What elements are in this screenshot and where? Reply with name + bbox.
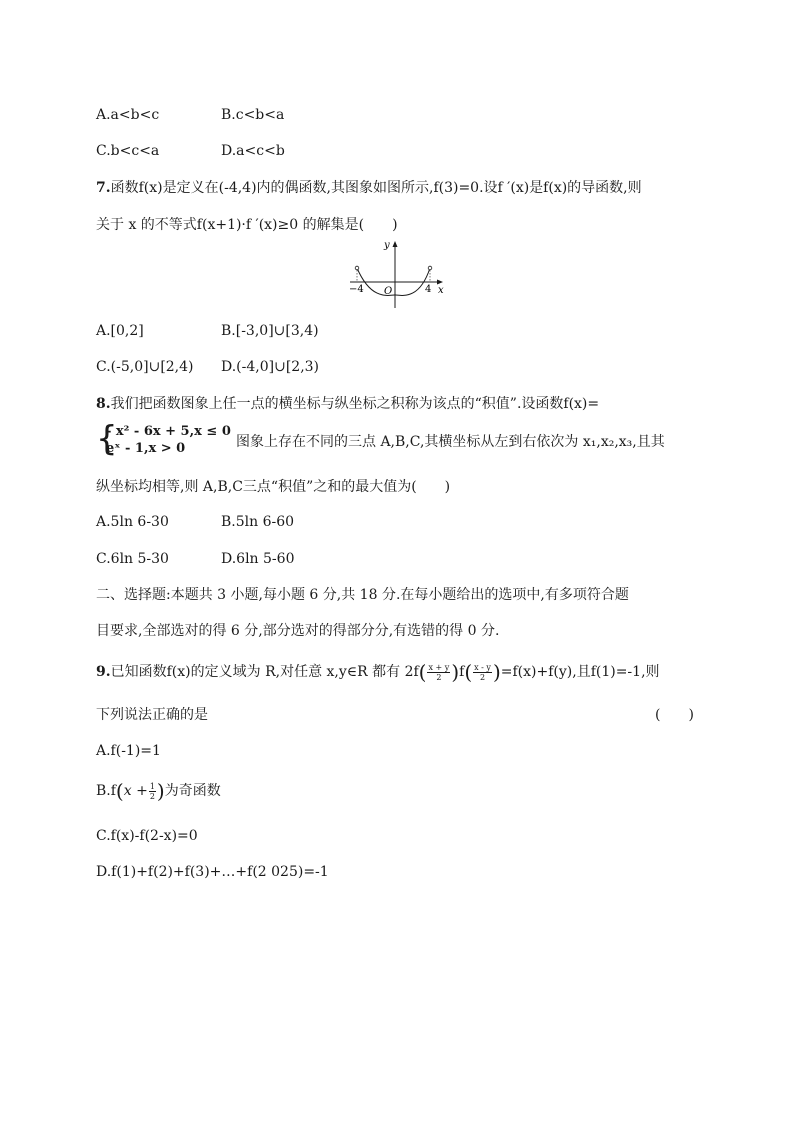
q9-option-b-prefix: B.f (96, 783, 116, 799)
q6-option-b: B.c<b<a (221, 107, 285, 123)
q7-option-b: B.[-3,0]∪[3,4) (221, 323, 319, 339)
piecewise-case-1: - x² - 6x + 5,x ≤ 0 (106, 424, 231, 439)
fraction-half-denominator: 2 (149, 791, 155, 801)
open-endpoint-right (428, 266, 432, 270)
fraction-2-numerator: x - y (474, 662, 491, 672)
q9-option-d: D.f(1)+f(2)+f(3)+…+f(2 025)=-1 (96, 864, 329, 880)
q8-stem-line2: 图象上存在不同的三点 A,B,C,其横坐标从左到右依次为 x₁,x₂,x₃,且其 (236, 434, 665, 450)
q7-number: 7. (96, 180, 111, 196)
paren-close: ) (156, 779, 165, 803)
piecewise-case-2: eˣ - 1,x > 0 (106, 441, 186, 456)
q8-option-c: C.6ln 5-30 (96, 551, 169, 567)
q8-option-b: B.5ln 6-60 (221, 514, 295, 530)
q9-option-b-x: x + (123, 783, 148, 799)
q7-stem-line2: 关于 x 的不等式f(x+1)·f ′(x)≥0 的解集是( ) (96, 217, 398, 233)
paren-close: ) (492, 660, 501, 684)
fraction-half-numerator: 1 (149, 781, 155, 791)
q7-option-a: A.[0,2] (96, 323, 144, 339)
paren-close: ) (451, 660, 460, 684)
fraction-2-denominator: 2 (479, 672, 486, 682)
q8-stem-text1: 我们把函数图象上任一点的横坐标与纵坐标之积称为该点的“积值”.设函数f(x)= (110, 396, 600, 412)
q6-option-a: A.a<b<c (96, 107, 160, 123)
q7-graph (340, 238, 450, 310)
q9-option-c: C.f(x)-f(2-x)=0 (96, 828, 198, 844)
tick-label-neg4: −4 (349, 284, 364, 295)
section2-heading-line2: 目要求,全部选对的得 6 分,部分选对的得部分分,有选错的得 0 分. (96, 623, 500, 639)
tick-label-pos4: 4 (425, 284, 432, 295)
piecewise-brace: { (96, 419, 118, 459)
q9-stem-b: f (459, 664, 465, 680)
fraction-1-numerator: x + y (428, 662, 450, 672)
q9-stem-line2: 下列说法正确的是 (96, 707, 208, 723)
fraction-1 (427, 663, 450, 682)
fraction-2 (473, 663, 492, 682)
fraction-half (149, 782, 156, 801)
q8-option-d: D.6ln 5-60 (221, 551, 295, 567)
q9-option-b (96, 781, 221, 801)
q7-option-d: D.(-4,0]∪[2,3) (221, 359, 320, 375)
y-axis-arrow (393, 241, 398, 247)
origin-label: O (384, 286, 393, 297)
fraction-1-denominator: 2 (436, 672, 442, 682)
q9-answer-bracket: ( ) (655, 707, 694, 723)
open-endpoint-left (355, 266, 359, 270)
q9-option-a: A.f(-1)=1 (96, 743, 161, 759)
y-axis-label: y (384, 240, 390, 251)
q9-number: 9. (96, 664, 111, 680)
section2-heading-line1: 二、选择题:本题共 3 小题,每小题 6 分,共 18 分.在每小题给出的选项中,有多项符合题 (96, 587, 629, 603)
q7-stem-line1 (96, 178, 642, 198)
q7-option-c: C.(-5,0]∪[2,4) (96, 359, 194, 375)
q8-option-a: A.5ln 6-30 (96, 514, 169, 530)
q8-stem-line1 (96, 394, 599, 414)
paren-open: ( (464, 660, 473, 684)
q8-number: 8. (96, 396, 111, 412)
q6-option-d: D.a<c<b (221, 143, 285, 159)
q9-stem-line1 (96, 662, 660, 682)
q7-stem-text1: 函数f(x)是定义在(-4,4)内的偶函数,其图象如图所示,f(3)=0.设f ′(x)是f(x)的导函数,则 (110, 180, 642, 196)
q9-stem-a: 已知函数f(x)的定义域为 R,对任意 x,y∈R 都有 2f (110, 664, 419, 680)
paren-open: ( (418, 660, 427, 684)
q6-option-c: C.b<c<a (96, 143, 160, 159)
x-axis-arrow (437, 280, 443, 285)
q8-stem-line3: 纵坐标均相等,则 A,B,C三点“积值”之和的最大值为( ) (96, 479, 451, 495)
q9-stem-c: =f(x)+f(y),且f(1)=-1,则 (500, 664, 660, 680)
paren-open: ( (115, 779, 124, 803)
x-axis-label: x (438, 285, 444, 296)
q9-option-b-suffix: 为奇函数 (164, 783, 221, 799)
